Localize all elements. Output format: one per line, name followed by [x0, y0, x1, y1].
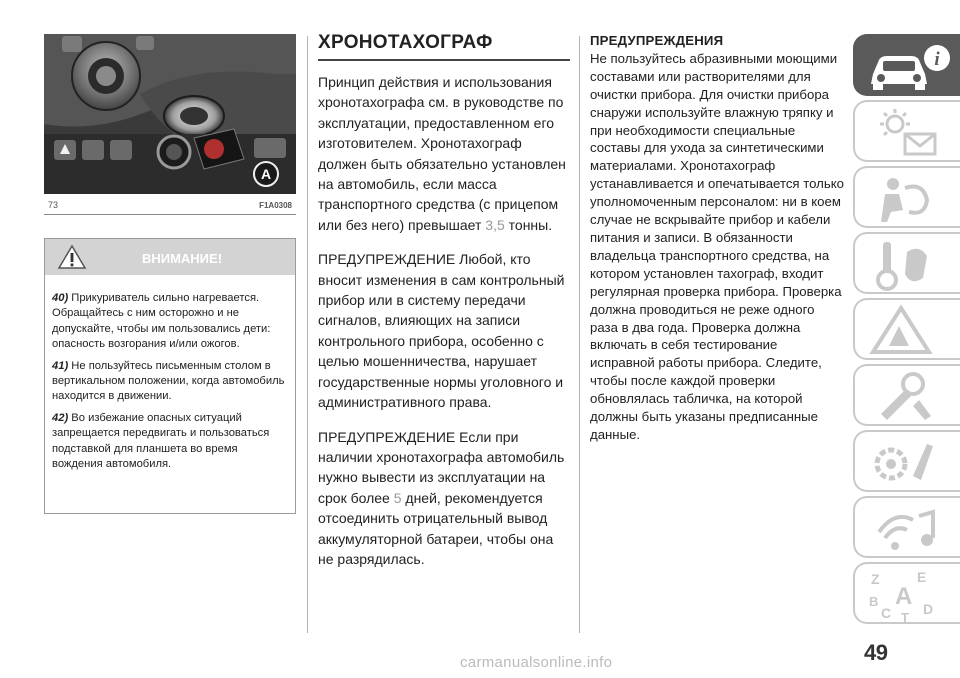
- note-text: Не пользуйтесь письменным столом в вертикальном положении, когда автомобиль находится в движении.: [52, 359, 285, 403]
- index-letters-icon: [865, 568, 955, 622]
- note-text: Во избежание опасных ситуаций запрещается передвигать и пользоваться подставкой для планшета во время вождения автомобиля.: [52, 411, 270, 471]
- warning-header: [45, 239, 295, 275]
- car-info-icon: [865, 40, 955, 94]
- warning-box: [44, 238, 296, 514]
- note-number: 40): [52, 292, 69, 304]
- paragraph: Не пользуйтесь абразивными моющими составами или растворителями для очистки прибора. Для очистки прибора снаружи используйте влажную тряпку и при необходимости специальные составы для ухода за синтетическими материалами. Хронотахограф устанавливается и опечатывается только уполномоченным персоналом: ни в коем случае не вскрывайте прибор и кабели питания и записи. В обязанности владельца транспортного средства, на котором установлен тахограф, входит регулярная проверка прибора. Проверка должна проводиться не реже одного раза в два года. Проверка должна включать в себя тестирование исправной работы прибора. Следите, чтобы после каждой проверки обновлялась табличка, на которой должны быть указаны предписанные данные.: [590, 50, 844, 442]
- index-letter: C: [881, 605, 892, 621]
- warning-triangle-icon: [865, 304, 955, 358]
- section-heading: ПРЕДУПРЕЖДЕНИЯ: [590, 33, 724, 48]
- column-divider: [307, 36, 308, 633]
- note-text: Прикуриватель сильно нагревается. Обращайтесь с ним осторожно и не допускайте, чтобы им пользовались дети: опасность возгорания и/или ожогов.: [52, 292, 271, 351]
- index-letter: D: [923, 601, 934, 617]
- warnings-section: [590, 32, 845, 444]
- tools-icon: [865, 370, 955, 424]
- key-ignition-icon: [865, 238, 955, 292]
- column-divider: [579, 36, 580, 633]
- warning-title: ВНИМАНИЕ!: [141, 251, 223, 266]
- tab-technical[interactable]: [853, 430, 960, 492]
- tab-dashboard[interactable]: [853, 100, 960, 162]
- warning-notes: [52, 291, 289, 478]
- tab-multimedia[interactable]: [853, 496, 960, 558]
- paragraph-text: тонны.: [504, 216, 553, 233]
- paragraph-text: ПРЕДУПРЕЖДЕНИЕ Если при наличии хронотахографа автомобиль нужно вывести из эксплуатации на срок более: [318, 428, 565, 506]
- tab-safety[interactable]: [853, 166, 960, 228]
- cigarette-lighter-illustration: [44, 34, 296, 194]
- tab-maintenance[interactable]: [853, 364, 960, 426]
- index-letter: A: [895, 583, 913, 610]
- multimedia-icon: [865, 502, 955, 556]
- mass-value: 3,5: [485, 216, 505, 233]
- index-letter: B: [869, 594, 879, 609]
- warning-note: [52, 411, 289, 473]
- paragraph-text: Принцип действия и использования хронотахографа см. в руководстве по эксплуатации, предоставленном его изготовителем. Хронотахограф должен быть обязательно установлен на автомобиль, если масса транспортного средства (с прицепом или без него) превышает: [318, 74, 566, 233]
- watermark-text: carmanualsonline.info: [460, 654, 613, 671]
- tab-car-info[interactable]: [853, 34, 960, 96]
- dashboard-photo: [44, 34, 296, 194]
- tab-index[interactable]: [853, 562, 960, 624]
- note-number: 41): [52, 359, 69, 372]
- figure-number: 73: [48, 200, 59, 210]
- note-number: 42): [52, 411, 69, 424]
- page-number: 49: [864, 640, 888, 665]
- index-letter: T: [901, 610, 909, 622]
- paragraph-text: дней, рекомендуется отсоединить отрицательный вывод аккумуляторной батареи, чтобы она не разрядилась.: [318, 489, 554, 567]
- figure: [44, 34, 296, 215]
- index-letter: E: [917, 569, 927, 585]
- index-letter: Z: [871, 571, 880, 587]
- airbag-icon: [865, 172, 955, 226]
- callout-a: A: [260, 166, 272, 182]
- svg-text:i: i: [934, 49, 940, 70]
- tab-emergency[interactable]: [853, 298, 960, 360]
- paragraph: [318, 72, 570, 235]
- warning-note: [52, 359, 289, 405]
- figure-code: F1A0308: [259, 201, 292, 210]
- warning-note: [52, 291, 289, 353]
- tab-starting[interactable]: [853, 232, 960, 294]
- section-title: ХРОНОТАХОГРАФ: [318, 32, 570, 61]
- paragraph: ПРЕДУПРЕЖДЕНИЕ Любой, кто вносит изменения в сам контрольный прибор или в систему передачи сигналов, влияющих на записи контрольного прибора, особенно с целью мошенничества, нарушает государственные нормы уголовного и административного права.: [318, 251, 565, 411]
- dashboard-lights-icon: [865, 106, 955, 160]
- paragraph: [318, 427, 570, 570]
- tachograph-section: [318, 32, 570, 583]
- maintenance-icon: [865, 436, 955, 490]
- days-value: 5: [393, 489, 402, 506]
